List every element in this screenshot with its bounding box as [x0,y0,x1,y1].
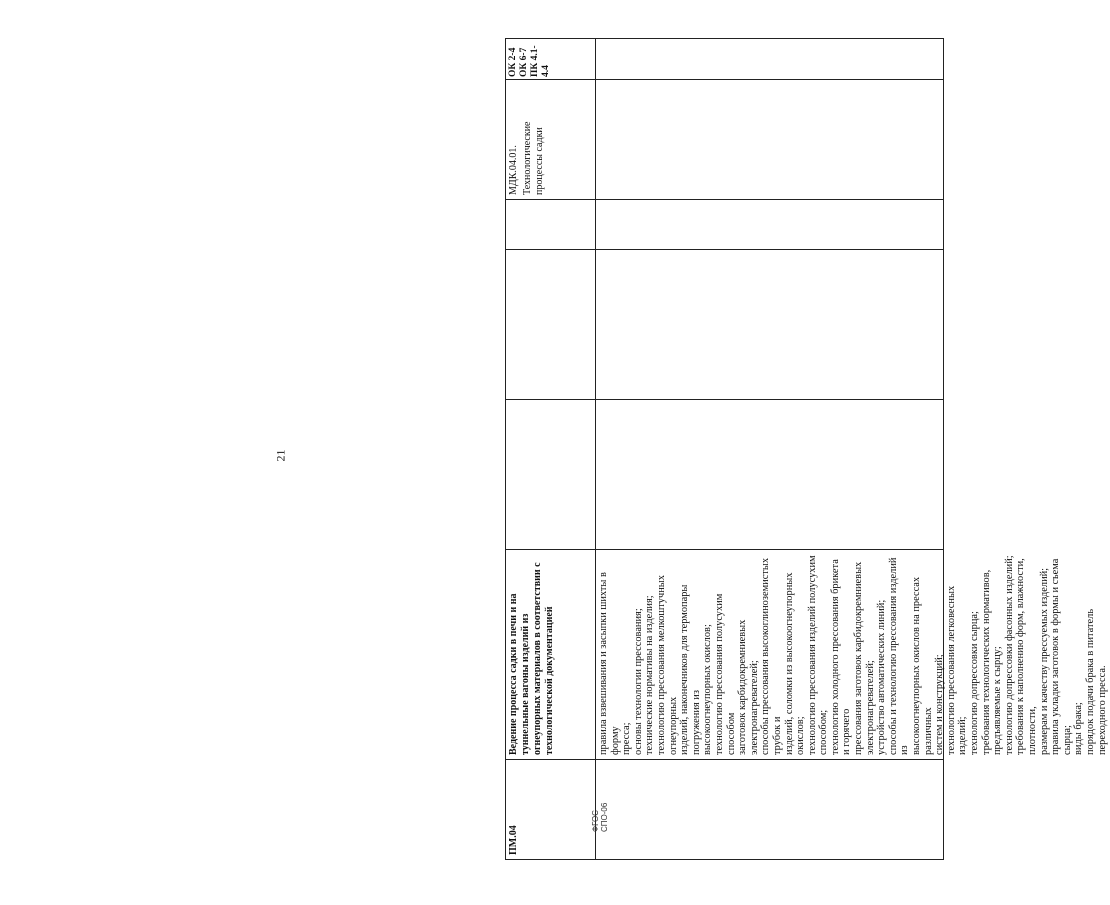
cell-mdk [506,79,595,199]
mdk-title: Технологические процессы садки [522,121,545,195]
knowledge-list [596,550,1110,759]
cell-empty-1 [596,759,943,859]
knowledge-line: требования к наполнению форм, влажности, плотности, [1015,558,1038,755]
knowledge-line: способы и технологию прессования изделий из [887,557,911,755]
knowledge-line: порядок подачи брака в питатель переходного пресса. [1084,608,1108,755]
knowledge-line: высокоогнеупорных окислов; [702,624,714,755]
knowledge-line: высокоогнеупорных окислов на прессах различных [911,576,934,755]
knowledge-line: основы технологии прессования; [632,608,644,755]
knowledge-line: правила взвешивания и засыпки шихты в форму [598,572,621,755]
module-code: ПМ.04 [508,825,519,855]
cell-empty-r2-4 [596,249,943,399]
cell-empty-4 [506,249,595,399]
cell-empty-5 [506,199,595,249]
cell-empty-r2-7 [596,39,943,79]
knowledge-line: правила укладки заготовок в формы и съема сырца; [1050,558,1073,755]
competency-item: ПК 4.1-4.4 [530,45,551,77]
knowledge-line: технологию прессования полусухим способом [713,593,737,755]
competency-list [506,39,554,79]
cell-knowledge-list [596,549,1108,759]
knowledge-line: технологию холодного прессования брикета и горячего [829,559,853,755]
curriculum-table [505,38,1108,860]
knowledge-line: пресса; [621,722,633,755]
cell-empty-r2-5 [596,199,943,249]
knowledge-line: изделий, наконечников для термопары погружения из [679,584,702,755]
competency-item: ОК 6-7 [519,47,529,77]
knowledge-line: заготовок карбидокремниевых электронагревателей; [737,619,760,755]
knowledge-line: предъявляемые к сырцу; [992,646,1004,755]
cell-empty-r2-3 [596,399,943,549]
knowledge-line: технологию прессования мелкоштучных огнеупорных [655,575,679,755]
knowledge-line: способы прессования высокоглиноземистых трубок и [760,557,783,755]
knowledge-line: устройство автоматических линий; [876,599,888,755]
rotated-page-content [505,40,1108,860]
knowledge-line: технологию допрессовки сырца; [969,611,980,755]
cell-empty-r2-6 [596,79,943,199]
knowledge-line: технологию прессования легковесных изделий; [945,585,969,755]
cell-module-code [506,759,595,859]
competency-item: ОК 2-4 [508,47,518,77]
knowledge-line: электронагревателей; [864,660,876,755]
mdk-code: МДК.04.01. [508,145,519,195]
knowledge-line: изделий, соломки из высокоогнеупорных окислов; [783,572,807,755]
cell-empty-3 [506,399,595,549]
table-row-pm04 [505,39,595,859]
knowledge-line: виды брака; [1073,702,1085,755]
knowledge-line: технологию допрессовки фасонных изделий; [1003,555,1015,755]
knowledge-line: технические нормативы на изделия; [644,595,656,755]
cell-module-title [506,549,595,759]
knowledge-line: прессования заготовок карбидокремниевых [853,561,865,755]
knowledge-line: систем и конструкций; [934,654,946,755]
module-title: Ведение процесса садки в печи и на туннельные вагоны изделий из огнеупорных материалов в соответствии с технологической документацией [508,562,555,755]
knowledge-line: требования технологических нормативов, [980,569,992,755]
page-number: 21 [273,449,288,462]
cell-competencies [506,39,595,79]
table-row-knowledge [595,39,1108,859]
knowledge-line: размерам и качеству прессуемых изделий; [1038,567,1050,755]
footer-text: ФГОС СПО-06 [591,802,609,832]
knowledge-line: технологию прессования изделий полусухим способом; [806,555,830,755]
